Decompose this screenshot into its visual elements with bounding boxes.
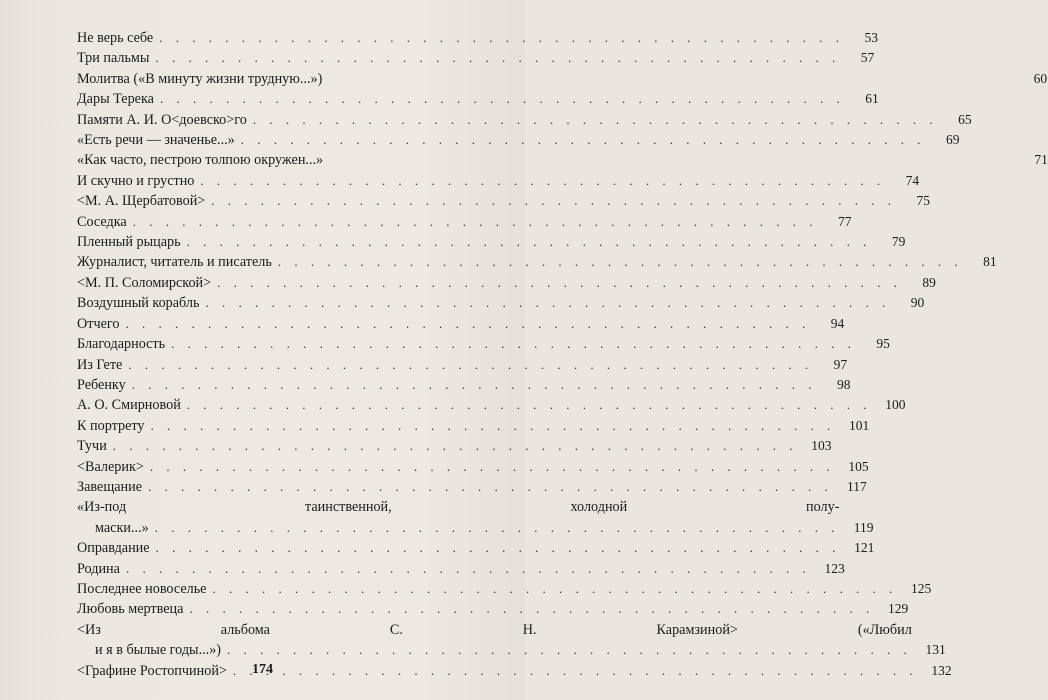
toc-entry-title: Памяти А. И. О<доевско>го (77, 111, 247, 128)
toc-entry-title: Завещание (77, 478, 143, 495)
toc-entry-page: 98 (836, 376, 851, 392)
toc-entry-title-continued: и я в былые годы...») (95, 642, 222, 659)
toc-entry (77, 212, 852, 232)
toc-entry (77, 48, 875, 68)
toc-entry (77, 599, 909, 619)
toc-entry-title: Соседка (77, 213, 127, 230)
leader-dots (181, 395, 872, 415)
leader-dots (153, 28, 844, 48)
toc-entry-title: А. О. Смирновой (77, 397, 181, 414)
toc-entry (77, 110, 972, 130)
toc-entry (77, 191, 931, 211)
toc-entry (77, 355, 848, 375)
leader-dots (150, 538, 841, 558)
toc-entry-title: «Из-под таинственной, холодной полу- (77, 499, 840, 516)
leader-dots (199, 293, 890, 313)
leader-dots (221, 640, 912, 660)
toc-entry-title: Благодарность (77, 336, 166, 353)
toc-entry (77, 171, 920, 191)
leader-dots (183, 599, 874, 619)
leader-dots (144, 457, 835, 477)
leader-dots (235, 130, 926, 150)
leader-dots (149, 518, 840, 538)
toc-entry (77, 334, 890, 354)
toc-entry-page: 125 (910, 580, 932, 596)
leader-dots (144, 416, 835, 436)
leader-dots (149, 48, 840, 68)
toc-entry-page: 65 (958, 111, 972, 127)
toc-entry-title: <Из альбома С. Н. Карамзиной> («Любил (77, 621, 912, 638)
toc-entry-page: 75 (916, 193, 931, 209)
toc-entry (77, 375, 851, 395)
toc-entry (77, 89, 879, 109)
leader-dots (120, 559, 811, 579)
toc-entry-page: 94 (830, 315, 845, 331)
toc-entry-text (77, 497, 839, 538)
toc-entry-title: Ребенку (77, 376, 126, 393)
leader-dots (107, 436, 798, 456)
leader-dots (206, 579, 897, 599)
leader-dots (142, 477, 833, 497)
toc-entry (77, 538, 875, 558)
toc-entry-title: Любовь мертвеца (77, 601, 184, 618)
toc-entry-page: 74 (905, 172, 920, 188)
toc-entry-page: 81 (983, 254, 997, 270)
toc-entry (77, 497, 874, 538)
toc-entry-page: 69 (946, 132, 960, 148)
toc-entry (77, 150, 1048, 170)
toc-entry-title: Пленный рыцарь (77, 234, 181, 251)
toc-entry-page: 123 (824, 560, 845, 576)
page-number: 174 (252, 662, 273, 677)
toc-entry (77, 416, 870, 436)
toc-entry-title: Дары Терека (77, 91, 154, 108)
leader-dots (205, 191, 896, 211)
toc-entry (77, 579, 932, 599)
toc-entry-page: 89 (922, 274, 936, 290)
toc-entry (77, 273, 936, 293)
toc-entry-title: И скучно и грустно (77, 172, 195, 189)
leader-dots (122, 355, 813, 375)
toc-entry-page: 131 (925, 642, 946, 658)
toc-entry (77, 252, 997, 272)
toc-entry (77, 436, 832, 456)
toc-entry-title: <М. П. Соломирской> (77, 274, 212, 291)
toc-entry-page: 132 (931, 662, 952, 678)
leader-dots (181, 232, 872, 252)
toc-entry-title: Отчего (77, 315, 120, 332)
leader-dots (272, 252, 963, 272)
toc-entry-page: 71 (1034, 152, 1048, 168)
toc-entry-page: 95 (876, 336, 890, 352)
toc-entry-page: 90 (910, 295, 925, 311)
toc-entry-page: 79 (891, 234, 906, 250)
toc-entry-title: <Графине Ростопчиной> (77, 662, 227, 679)
toc-entry-page: 117 (847, 478, 867, 494)
toc-entry-page: 103 (811, 438, 832, 454)
toc-entry-page: 97 (833, 356, 848, 372)
toc-entry (77, 314, 845, 334)
leader-dots (126, 375, 817, 395)
toc-entry-title: <Валерик> (77, 458, 144, 475)
toc-entry-title: Три пальмы (77, 50, 150, 67)
leader-dots (194, 171, 885, 191)
toc-entry (77, 232, 906, 252)
toc-entry-title: Тучи (77, 438, 107, 455)
toc-entry-title: Не верь себе (77, 30, 154, 46)
toc-entry (77, 559, 845, 579)
leader-dots (119, 314, 810, 334)
toc-entry-title: «Есть речи — значенье...» (77, 132, 235, 149)
toc-entry-page: 100 (885, 397, 906, 413)
toc-entry-title: Воздушный корабль (77, 295, 200, 312)
toc-entry (77, 130, 960, 150)
toc-entry-title: Молитва («В минуту жизни трудную...») (77, 70, 323, 87)
toc-entry (77, 28, 878, 48)
toc-entry (77, 293, 925, 313)
toc-entry-title: Оправдание (77, 540, 150, 557)
toc-entry-title: К портрету (77, 417, 145, 434)
toc-entry (77, 620, 946, 661)
toc-entry-title-continued: маски...» (95, 519, 149, 536)
toc-entry-title: «Как часто, пестрою толпою окружен...» (77, 152, 324, 169)
toc-entry-page: 60 (1033, 70, 1048, 86)
toc-entry (77, 457, 869, 477)
leader-dots (211, 273, 902, 293)
table-of-contents (77, 28, 1048, 681)
toc-entry (77, 477, 867, 497)
toc-entry-page: 121 (854, 540, 875, 556)
toc-entry-page: 129 (887, 601, 909, 617)
toc-entry-text (77, 620, 912, 661)
toc-entry-page: 101 (848, 417, 870, 433)
toc-entry-page: 61 (865, 91, 879, 107)
toc-entry-page: 53 (864, 30, 878, 45)
toc-entry-title: Последнее новоселье (77, 580, 207, 597)
leader-dots (154, 89, 845, 109)
toc-entry-page: 57 (860, 50, 875, 66)
toc-entry-title: <М. А. Щербатовой> (77, 193, 206, 210)
toc-entry-page: 119 (853, 519, 874, 535)
leader-dots (127, 212, 818, 232)
leader-dots (165, 334, 856, 354)
toc-entry-page: 105 (848, 458, 869, 474)
toc-entry-page: 77 (837, 213, 852, 229)
toc-entry-title: Журналист, читатель и писатель (77, 254, 272, 271)
toc-entry-title: Из Гете (77, 356, 123, 373)
toc-entry-title: Родина (77, 560, 120, 577)
leader-dots (247, 110, 938, 130)
toc-entry (77, 69, 1048, 89)
toc-entry (77, 395, 906, 415)
